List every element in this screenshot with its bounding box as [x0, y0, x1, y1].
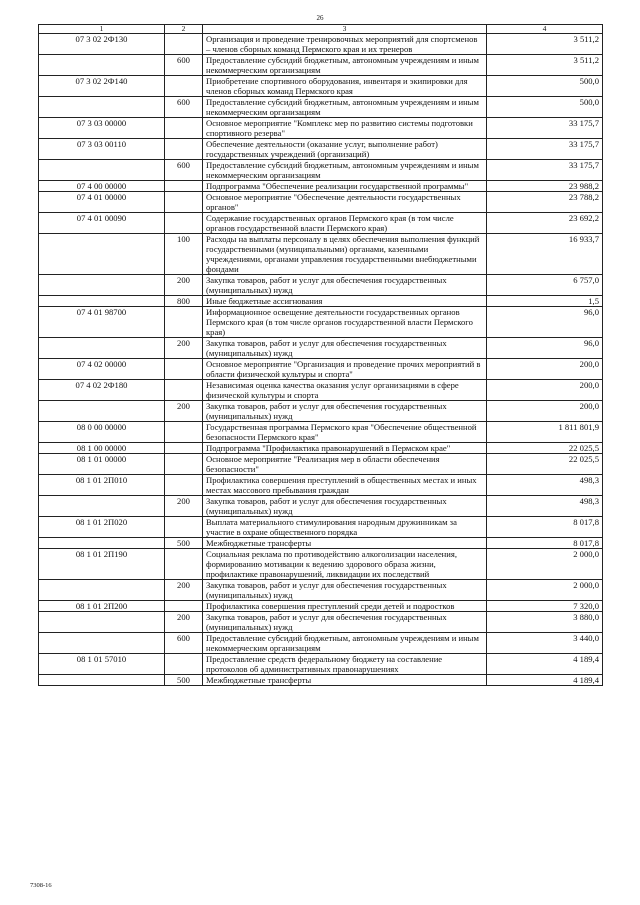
table-row [39, 612, 603, 633]
table-row [39, 675, 603, 686]
row-code: 07 4 01 00090 [39, 213, 165, 234]
row-expense-type [165, 139, 203, 160]
row-code [39, 55, 165, 76]
row-amount: 1 811 801,9 [487, 422, 603, 443]
row-amount: 96,0 [487, 338, 603, 359]
row-code: 08 1 01 00000 [39, 454, 165, 475]
table-row [39, 296, 603, 307]
row-expense-type: 500 [165, 675, 203, 686]
row-name: Предоставление средств федеральному бюджету на составление протоколов об административных правонарушениях [203, 654, 487, 675]
row-code [39, 97, 165, 118]
row-expense-type [165, 359, 203, 380]
row-name: Содержание государственных органов Пермского края (в том числе органов государственной власти Пермского края) [203, 213, 487, 234]
row-amount: 3 511,2 [487, 55, 603, 76]
row-name: Профилактика совершения преступлений в общественных местах и иных местах массового пребывания граждан [203, 475, 487, 496]
table-row [39, 422, 603, 443]
table-row [39, 496, 603, 517]
row-expense-type: 200 [165, 401, 203, 422]
row-amount: 1,5 [487, 296, 603, 307]
row-amount: 33 175,7 [487, 139, 603, 160]
row-expense-type: 200 [165, 338, 203, 359]
row-amount: 23 788,2 [487, 192, 603, 213]
row-amount: 23 988,2 [487, 181, 603, 192]
header-col-4: 4 [487, 25, 603, 34]
table-row [39, 401, 603, 422]
row-code [39, 496, 165, 517]
row-code: 07 3 02 2Ф140 [39, 76, 165, 97]
row-code: 07 4 01 00000 [39, 192, 165, 213]
row-expense-type [165, 422, 203, 443]
table-row [39, 76, 603, 97]
row-code [39, 675, 165, 686]
table-row [39, 307, 603, 338]
row-expense-type: 200 [165, 496, 203, 517]
row-expense-type: 100 [165, 234, 203, 275]
footer-document-code: 7308-16 [30, 882, 52, 889]
row-expense-type: 600 [165, 160, 203, 181]
row-amount: 22 025,5 [487, 443, 603, 454]
row-amount: 8 017,8 [487, 538, 603, 549]
row-amount: 4 189,4 [487, 654, 603, 675]
row-code [39, 296, 165, 307]
row-code: 08 1 01 57010 [39, 654, 165, 675]
row-name: Государственная программа Пермского края "Обеспечение общественной безопасности Пермского края" [203, 422, 487, 443]
row-expense-type [165, 549, 203, 580]
row-name: Предоставление субсидий бюджетным, автономным учреждениям и иным некоммерческим организациям [203, 97, 487, 118]
row-expense-type [165, 213, 203, 234]
row-name: Закупка товаров, работ и услуг для обеспечения государственных (муниципальных) нужд [203, 612, 487, 633]
row-expense-type: 600 [165, 97, 203, 118]
table-row [39, 275, 603, 296]
table-row [39, 633, 603, 654]
row-name: Закупка товаров, работ и услуг для обеспечения государственных (муниципальных) нужд [203, 401, 487, 422]
table-row [39, 160, 603, 181]
row-expense-type: 200 [165, 612, 203, 633]
row-amount: 3 440,0 [487, 633, 603, 654]
table-row [39, 139, 603, 160]
table-row [39, 359, 603, 380]
row-name: Закупка товаров, работ и услуг для обеспечения государственных (муниципальных) нужд [203, 338, 487, 359]
row-code [39, 234, 165, 275]
row-amount: 500,0 [487, 97, 603, 118]
row-amount: 2 000,0 [487, 580, 603, 601]
row-name: Предоставление субсидий бюджетным, автономным учреждениям и иным некоммерческим организациям [203, 55, 487, 76]
row-amount: 200,0 [487, 401, 603, 422]
row-amount: 33 175,7 [487, 118, 603, 139]
row-name: Обеспечение деятельности (оказание услуг, выполнение работ) государственных учреждений (организаций) [203, 139, 487, 160]
table-row [39, 213, 603, 234]
table-row [39, 443, 603, 454]
row-name: Предоставление субсидий бюджетным, автономным учреждениям и иным некоммерческим организациям [203, 160, 487, 181]
row-name: Предоставление субсидий бюджетным, автономным учреждениям и иным некоммерческим организациям [203, 633, 487, 654]
row-expense-type [165, 192, 203, 213]
row-amount: 16 933,7 [487, 234, 603, 275]
table-row [39, 118, 603, 139]
row-expense-type [165, 654, 203, 675]
row-amount: 6 757,0 [487, 275, 603, 296]
row-amount: 8 017,8 [487, 517, 603, 538]
row-code [39, 580, 165, 601]
table-row [39, 580, 603, 601]
row-code: 08 1 01 2П020 [39, 517, 165, 538]
row-code: 07 4 00 00000 [39, 181, 165, 192]
row-name: Закупка товаров, работ и услуг для обеспечения государственных (муниципальных) нужд [203, 580, 487, 601]
table-row [39, 380, 603, 401]
table-row [39, 97, 603, 118]
table-row [39, 34, 603, 55]
row-code [39, 401, 165, 422]
table-row [39, 538, 603, 549]
row-expense-type: 200 [165, 275, 203, 296]
row-name: Профилактика совершения преступлений среди детей и подростков [203, 601, 487, 612]
row-code: 08 1 00 00000 [39, 443, 165, 454]
table-row [39, 338, 603, 359]
table-row [39, 454, 603, 475]
row-amount: 200,0 [487, 380, 603, 401]
row-code [39, 538, 165, 549]
row-name: Информационное освещение деятельности государственных органов Пермского края (в том числе органов государственной власти Пермского края) [203, 307, 487, 338]
row-expense-type: 200 [165, 580, 203, 601]
row-expense-type: 600 [165, 633, 203, 654]
row-amount: 498,3 [487, 496, 603, 517]
table-row [39, 192, 603, 213]
header-col-2: 2 [165, 25, 203, 34]
table-row [39, 654, 603, 675]
row-expense-type [165, 76, 203, 97]
row-expense-type [165, 307, 203, 338]
table-row [39, 181, 603, 192]
row-amount: 3 511,2 [487, 34, 603, 55]
row-expense-type [165, 601, 203, 612]
row-amount: 33 175,7 [487, 160, 603, 181]
row-name: Межбюджетные трансферты [203, 538, 487, 549]
row-name: Подпрограмма "Обеспечение реализации государственной программы" [203, 181, 487, 192]
row-amount: 22 025,5 [487, 454, 603, 475]
row-name: Основное мероприятие "Обеспечение деятельности государственных органов" [203, 192, 487, 213]
page-number: 26 [316, 14, 324, 22]
row-code [39, 612, 165, 633]
row-expense-type [165, 118, 203, 139]
row-name: Социальная реклама по противодействию алкоголизации населения, формированию мотивации к ведению здорового образа жизни, профилактике правонарушений, ликвидации их последствий [203, 549, 487, 580]
row-code: 07 3 03 00000 [39, 118, 165, 139]
row-name: Независимая оценка качества оказания услуг организациями в сфере физической культуры и спорта [203, 380, 487, 401]
table-row [39, 55, 603, 76]
row-name: Закупка товаров, работ и услуг для обеспечения государственных (муниципальных) нужд [203, 496, 487, 517]
row-code [39, 633, 165, 654]
row-expense-type [165, 475, 203, 496]
row-code: 07 4 02 2Ф180 [39, 380, 165, 401]
header-col-1: 1 [39, 25, 165, 34]
row-name: Расходы на выплаты персоналу в целях обеспечения выполнения функций государственными (муниципальными) органами, казенными учреждениями, органами управления государственными внебюджетными фондами [203, 234, 487, 275]
row-name: Основное мероприятие "Организация и проведение прочих мероприятий в области физической культуры и спорта" [203, 359, 487, 380]
row-name: Межбюджетные трансферты [203, 675, 487, 686]
row-amount: 96,0 [487, 307, 603, 338]
row-name: Выплата материального стимулирования народным дружинникам за участие в охране общественного порядка [203, 517, 487, 538]
row-expense-type: 600 [165, 55, 203, 76]
row-code: 08 0 00 00000 [39, 422, 165, 443]
row-amount: 23 692,2 [487, 213, 603, 234]
row-amount: 7 320,0 [487, 601, 603, 612]
row-code: 07 3 03 00110 [39, 139, 165, 160]
row-code: 07 4 01 98700 [39, 307, 165, 338]
row-name: Приобретение спортивного оборудования, инвентаря и экипировки для членов сборных команд Пермского края [203, 76, 487, 97]
row-expense-type [165, 443, 203, 454]
row-amount: 200,0 [487, 359, 603, 380]
table-row [39, 234, 603, 275]
row-name: Организация и проведение тренировочных мероприятий для спортсменов – членов сборных команд Пермского края и их тренеров [203, 34, 487, 55]
row-expense-type: 500 [165, 538, 203, 549]
row-amount: 3 880,0 [487, 612, 603, 633]
row-name: Основное мероприятие "Комплекс мер по развитию системы подготовки спортивного резерва" [203, 118, 487, 139]
table-row [39, 549, 603, 580]
table-row [39, 601, 603, 612]
row-code: 07 3 02 2Ф130 [39, 34, 165, 55]
row-code: 07 4 02 00000 [39, 359, 165, 380]
row-code: 08 1 01 2П200 [39, 601, 165, 612]
row-name: Закупка товаров, работ и услуг для обеспечения государственных (муниципальных) нужд [203, 275, 487, 296]
row-code [39, 160, 165, 181]
row-expense-type [165, 380, 203, 401]
row-code: 08 1 01 2П010 [39, 475, 165, 496]
row-name: Подпрограмма "Профилактика правонарушений в Пермском крае" [203, 443, 487, 454]
row-name: Основное мероприятие "Реализация мер в области обеспечения безопасности" [203, 454, 487, 475]
row-name: Иные бюджетные ассигнования [203, 296, 487, 307]
header-col-3: 3 [203, 25, 487, 34]
row-code [39, 275, 165, 296]
row-expense-type [165, 181, 203, 192]
row-expense-type [165, 517, 203, 538]
row-expense-type [165, 34, 203, 55]
table-row [39, 517, 603, 538]
table-row [39, 475, 603, 496]
row-code: 08 1 01 2П190 [39, 549, 165, 580]
row-amount: 500,0 [487, 76, 603, 97]
row-amount: 2 000,0 [487, 549, 603, 580]
row-expense-type: 800 [165, 296, 203, 307]
row-amount: 498,3 [487, 475, 603, 496]
row-amount: 4 189,4 [487, 675, 603, 686]
table-header-row [39, 25, 603, 34]
row-expense-type [165, 454, 203, 475]
row-code [39, 338, 165, 359]
budget-table [38, 24, 603, 686]
